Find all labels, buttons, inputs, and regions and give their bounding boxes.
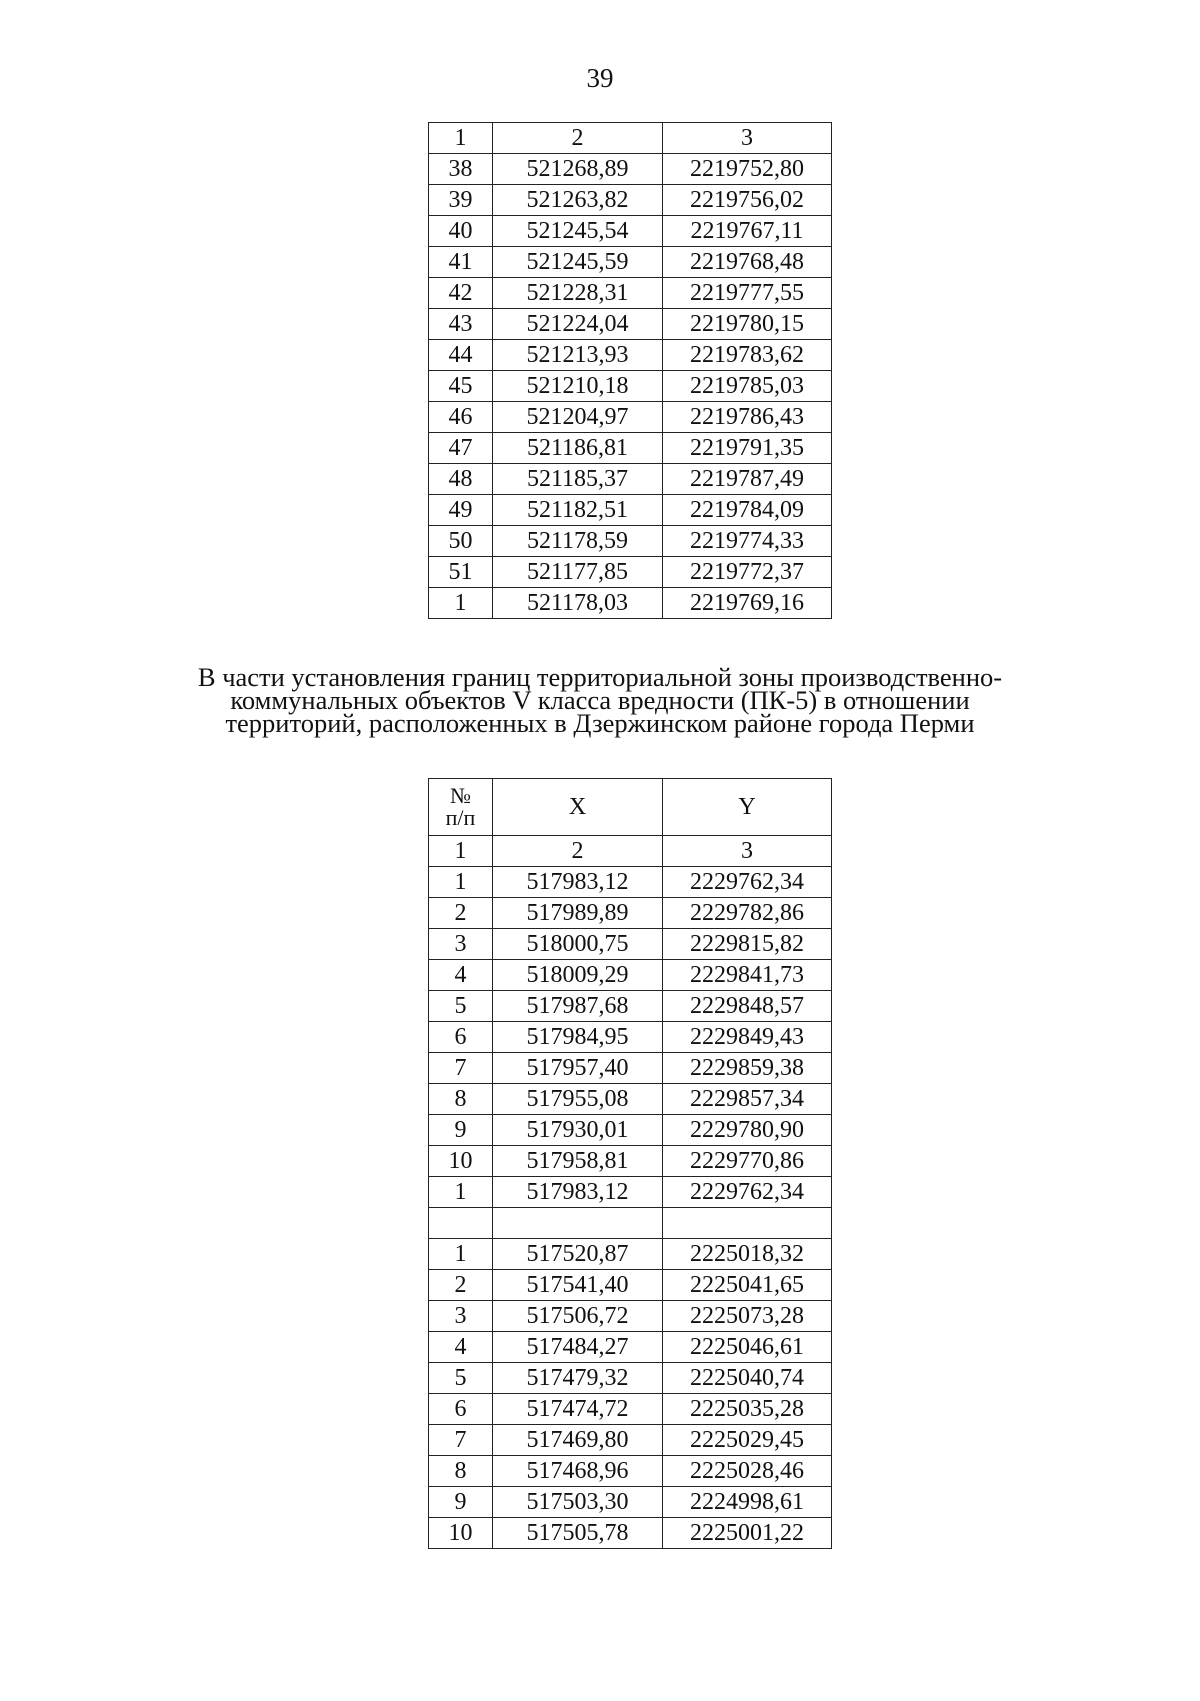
x-coordinate-cell: 521185,37 xyxy=(493,464,663,495)
y-coordinate-cell: 2219772,37 xyxy=(663,557,832,588)
heading-line: В части установления границ территориальной зоны производственно- xyxy=(197,662,1003,692)
table-row xyxy=(429,1084,832,1115)
x-coordinate-cell: 517989,89 xyxy=(493,898,663,929)
column-index-row xyxy=(429,123,832,154)
y-coordinate-cell: 2219767,11 xyxy=(663,216,832,247)
x-coordinate-cell: 517541,40 xyxy=(493,1270,663,1301)
point-number-cell: 38 xyxy=(429,154,493,185)
y-coordinate-cell: 2219756,02 xyxy=(663,185,832,216)
x-coordinate-cell: 521178,03 xyxy=(493,588,663,619)
index-cell: 2 xyxy=(493,836,663,867)
y-coordinate-cell: 2229859,38 xyxy=(663,1053,832,1084)
y-coordinate-cell xyxy=(663,1208,832,1239)
y-coordinate-cell: 2219777,55 xyxy=(663,278,832,309)
y-coordinate-cell: 2219768,48 xyxy=(663,247,832,278)
table-row xyxy=(429,309,832,340)
table-row xyxy=(429,1456,832,1487)
x-coordinate-cell: 521245,59 xyxy=(493,247,663,278)
y-coordinate-cell: 2219785,03 xyxy=(663,371,832,402)
x-coordinate-cell: 517958,81 xyxy=(493,1146,663,1177)
y-coordinate-cell: 2229782,86 xyxy=(663,898,832,929)
table-row xyxy=(429,588,832,619)
table-row xyxy=(429,867,832,898)
x-coordinate-cell: 517957,40 xyxy=(493,1053,663,1084)
table-row xyxy=(429,1425,832,1456)
point-number-cell: 39 xyxy=(429,185,493,216)
table-row xyxy=(429,185,832,216)
table-row xyxy=(429,526,832,557)
y-coordinate-cell: 2225073,28 xyxy=(663,1301,832,1332)
y-coordinate-cell: 2224998,61 xyxy=(663,1487,832,1518)
x-coordinate-cell: 521228,31 xyxy=(493,278,663,309)
table-row xyxy=(429,1053,832,1084)
column-index-row xyxy=(429,836,832,867)
table-row xyxy=(429,371,832,402)
x-coordinate-cell: 517520,87 xyxy=(493,1239,663,1270)
point-number-cell: 6 xyxy=(429,1022,493,1053)
point-number-cell: 1 xyxy=(429,1239,493,1270)
y-coordinate-cell: 2229762,34 xyxy=(663,1177,832,1208)
table-row xyxy=(429,1301,832,1332)
table-row xyxy=(429,1115,832,1146)
point-number-cell: 7 xyxy=(429,1053,493,1084)
page-number: 39 xyxy=(586,63,614,93)
table-row xyxy=(429,216,832,247)
section-heading xyxy=(150,662,1050,738)
y-coordinate-cell: 2229848,57 xyxy=(663,991,832,1022)
y-coordinate-cell: 2219780,15 xyxy=(663,309,832,340)
table-row xyxy=(429,154,832,185)
header-number-symbol: № xyxy=(450,783,471,808)
point-number-cell: 42 xyxy=(429,278,493,309)
y-coordinate-cell: 2225040,74 xyxy=(663,1363,832,1394)
x-coordinate-cell: 521263,82 xyxy=(493,185,663,216)
x-coordinate-cell: 518009,29 xyxy=(493,960,663,991)
heading-line: коммунальных объектов V класса вредности (ПК-5) в отношении xyxy=(230,685,970,715)
table-row xyxy=(429,1022,832,1053)
point-number-cell: 43 xyxy=(429,309,493,340)
point-number-cell: 10 xyxy=(429,1146,493,1177)
x-coordinate-cell: 517506,72 xyxy=(493,1301,663,1332)
y-coordinate-cell: 2219784,09 xyxy=(663,495,832,526)
point-number-cell: 7 xyxy=(429,1425,493,1456)
point-number-cell: 48 xyxy=(429,464,493,495)
table-row xyxy=(429,1239,832,1270)
x-coordinate-cell: 521268,89 xyxy=(493,154,663,185)
header-row xyxy=(429,779,832,836)
point-number-cell: 9 xyxy=(429,1115,493,1146)
table-row xyxy=(429,340,832,371)
point-number-cell: 45 xyxy=(429,371,493,402)
y-coordinate-cell: 2229857,34 xyxy=(663,1084,832,1115)
table-row xyxy=(429,495,832,526)
index-cell: 2 xyxy=(493,123,663,154)
coordinates-table-continued xyxy=(428,122,832,619)
point-number-cell: 4 xyxy=(429,960,493,991)
x-coordinate-cell: 517503,30 xyxy=(493,1487,663,1518)
coordinates-table-pk5 xyxy=(428,778,832,1549)
x-coordinate-cell: 517474,72 xyxy=(493,1394,663,1425)
x-coordinate-cell: 517479,32 xyxy=(493,1363,663,1394)
table-row xyxy=(429,1332,832,1363)
x-coordinate-cell: 521186,81 xyxy=(493,433,663,464)
y-coordinate-cell: 2229815,82 xyxy=(663,929,832,960)
point-number-cell: 1 xyxy=(429,588,493,619)
table-row xyxy=(429,960,832,991)
x-coordinate-cell: 521178,59 xyxy=(493,526,663,557)
x-coordinate-cell: 517484,27 xyxy=(493,1332,663,1363)
y-coordinate-cell: 2219783,62 xyxy=(663,340,832,371)
table-row xyxy=(429,433,832,464)
point-number-cell: 5 xyxy=(429,1363,493,1394)
y-coordinate-cell: 2225028,46 xyxy=(663,1456,832,1487)
x-coordinate-cell: 517983,12 xyxy=(493,867,663,898)
point-number-cell: 51 xyxy=(429,557,493,588)
y-coordinate-cell: 2219791,35 xyxy=(663,433,832,464)
table-row xyxy=(429,278,832,309)
x-coordinate-cell: 521177,85 xyxy=(493,557,663,588)
point-number-cell: 44 xyxy=(429,340,493,371)
y-coordinate-cell: 2219786,43 xyxy=(663,402,832,433)
table-row xyxy=(429,1487,832,1518)
point-number-cell: 2 xyxy=(429,898,493,929)
y-coordinate-cell: 2219787,49 xyxy=(663,464,832,495)
x-coordinate-cell: 517987,68 xyxy=(493,991,663,1022)
index-cell: 1 xyxy=(429,123,493,154)
header-y: Y xyxy=(663,779,832,836)
x-coordinate-cell: 521245,54 xyxy=(493,216,663,247)
x-coordinate-cell: 517468,96 xyxy=(493,1456,663,1487)
header-number-abbrev: п/п xyxy=(445,805,476,830)
point-number-cell: 47 xyxy=(429,433,493,464)
table-row xyxy=(429,1394,832,1425)
y-coordinate-cell: 2229841,73 xyxy=(663,960,832,991)
y-coordinate-cell: 2229762,34 xyxy=(663,867,832,898)
x-coordinate-cell: 517984,95 xyxy=(493,1022,663,1053)
point-number-cell: 2 xyxy=(429,1270,493,1301)
y-coordinate-cell: 2225018,32 xyxy=(663,1239,832,1270)
index-cell: 3 xyxy=(663,836,832,867)
heading-line: территорий, расположенных в Дзержинском районе города Перми xyxy=(225,708,975,738)
point-number-cell: 46 xyxy=(429,402,493,433)
y-coordinate-cell: 2229849,43 xyxy=(663,1022,832,1053)
table-body xyxy=(429,123,832,619)
header-number xyxy=(429,779,493,836)
x-coordinate-cell: 517469,80 xyxy=(493,1425,663,1456)
y-coordinate-cell: 2225046,61 xyxy=(663,1332,832,1363)
y-coordinate-cell: 2225029,45 xyxy=(663,1425,832,1456)
point-number-cell: 10 xyxy=(429,1518,493,1549)
y-coordinate-cell: 2219774,33 xyxy=(663,526,832,557)
table-body xyxy=(429,779,832,1549)
point-number-cell: 6 xyxy=(429,1394,493,1425)
table-row xyxy=(429,1518,832,1549)
point-number-cell: 3 xyxy=(429,1301,493,1332)
y-coordinate-cell: 2229770,86 xyxy=(663,1146,832,1177)
point-number-cell: 8 xyxy=(429,1084,493,1115)
table-row xyxy=(429,1270,832,1301)
index-cell: 3 xyxy=(663,123,832,154)
x-coordinate-cell: 521224,04 xyxy=(493,309,663,340)
x-coordinate-cell: 521182,51 xyxy=(493,495,663,526)
table-row xyxy=(429,991,832,1022)
point-number-cell: 1 xyxy=(429,1177,493,1208)
x-coordinate-cell: 517930,01 xyxy=(493,1115,663,1146)
x-coordinate-cell: 521213,93 xyxy=(493,340,663,371)
point-number-cell: 40 xyxy=(429,216,493,247)
point-number-cell xyxy=(429,1208,493,1239)
point-number-cell: 49 xyxy=(429,495,493,526)
x-coordinate-cell: 518000,75 xyxy=(493,929,663,960)
point-number-cell: 41 xyxy=(429,247,493,278)
point-number-cell: 4 xyxy=(429,1332,493,1363)
y-coordinate-cell: 2229780,90 xyxy=(663,1115,832,1146)
y-coordinate-cell: 2225041,65 xyxy=(663,1270,832,1301)
header-x: X xyxy=(493,779,663,836)
x-coordinate-cell: 517955,08 xyxy=(493,1084,663,1115)
table-row xyxy=(429,1177,832,1208)
y-coordinate-cell: 2219752,80 xyxy=(663,154,832,185)
index-cell: 1 xyxy=(429,836,493,867)
point-number-cell: 9 xyxy=(429,1487,493,1518)
table-row xyxy=(429,1146,832,1177)
x-coordinate-cell: 517505,78 xyxy=(493,1518,663,1549)
table-row xyxy=(429,1363,832,1394)
table-row xyxy=(429,247,832,278)
x-coordinate-cell: 517983,12 xyxy=(493,1177,663,1208)
point-number-cell: 5 xyxy=(429,991,493,1022)
table-row xyxy=(429,898,832,929)
x-coordinate-cell xyxy=(493,1208,663,1239)
table-row xyxy=(429,1208,832,1239)
table-row xyxy=(429,402,832,433)
point-number-cell: 1 xyxy=(429,867,493,898)
point-number-cell: 50 xyxy=(429,526,493,557)
y-coordinate-cell: 2225035,28 xyxy=(663,1394,832,1425)
y-coordinate-cell: 2225001,22 xyxy=(663,1518,832,1549)
table-row xyxy=(429,557,832,588)
y-coordinate-cell: 2219769,16 xyxy=(663,588,832,619)
point-number-cell: 3 xyxy=(429,929,493,960)
x-coordinate-cell: 521204,97 xyxy=(493,402,663,433)
x-coordinate-cell: 521210,18 xyxy=(493,371,663,402)
table-row xyxy=(429,929,832,960)
point-number-cell: 8 xyxy=(429,1456,493,1487)
table-row xyxy=(429,464,832,495)
